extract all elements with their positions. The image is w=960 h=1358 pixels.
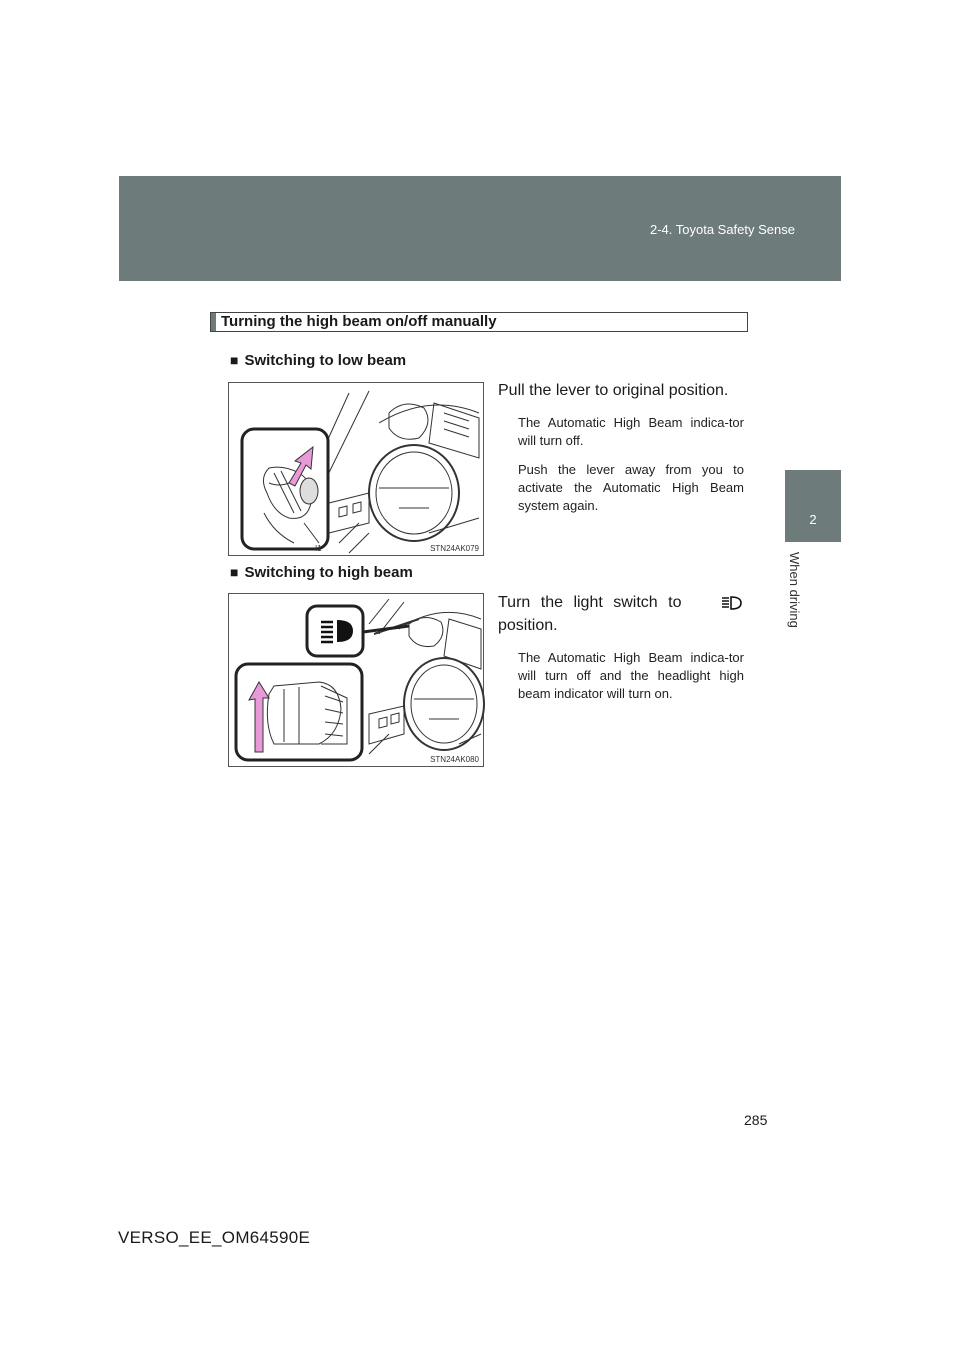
figure-code: STN24AK080 bbox=[430, 755, 479, 764]
figure-code: STN24AK079 bbox=[430, 544, 479, 553]
high-beam-note: The Automatic High Beam indica-tor will turn off and the headlight high beam indicator will turn on. bbox=[518, 650, 744, 701]
document-code: VERSO_EE_OM64590E bbox=[118, 1228, 311, 1247]
section-label: 2-4. Toyota Safety Sense bbox=[649, 222, 795, 237]
low-beam-figure bbox=[228, 382, 484, 556]
square-bullet-icon: ■ bbox=[230, 352, 239, 368]
high-beam-illustration bbox=[229, 594, 485, 768]
high-beam-heading: ■ Switching to high beam bbox=[230, 564, 413, 581]
chapter-number: 2 bbox=[809, 512, 817, 527]
square-bullet-icon: ■ bbox=[230, 564, 239, 580]
low-beam-note-1: The Automatic High Beam indica-tor will turn off. bbox=[518, 415, 744, 448]
low-beam-instruction: Pull the lever to original position. bbox=[498, 382, 729, 399]
section-title: Turning the high beam on/off manually bbox=[210, 312, 748, 332]
callout-box bbox=[307, 606, 363, 656]
low-beam-note-2: Push the lever away from you to activate the Automatic High Beam system again. bbox=[518, 462, 744, 513]
high-beam-instruction-end: position. bbox=[498, 617, 558, 634]
low-beam-illustration bbox=[229, 383, 485, 557]
high-beam-instruction: Turn the light switch to bbox=[498, 594, 682, 611]
chapter-tab bbox=[785, 470, 841, 542]
header-band bbox=[119, 176, 841, 281]
figure-mark: I1 bbox=[315, 544, 322, 553]
high-beam-figure bbox=[228, 593, 484, 767]
chapter-title: When driving bbox=[787, 552, 802, 628]
high-beam-icon bbox=[720, 594, 742, 612]
low-beam-heading: ■ Switching to low beam bbox=[230, 352, 407, 369]
page-number: 285 bbox=[744, 1112, 768, 1128]
